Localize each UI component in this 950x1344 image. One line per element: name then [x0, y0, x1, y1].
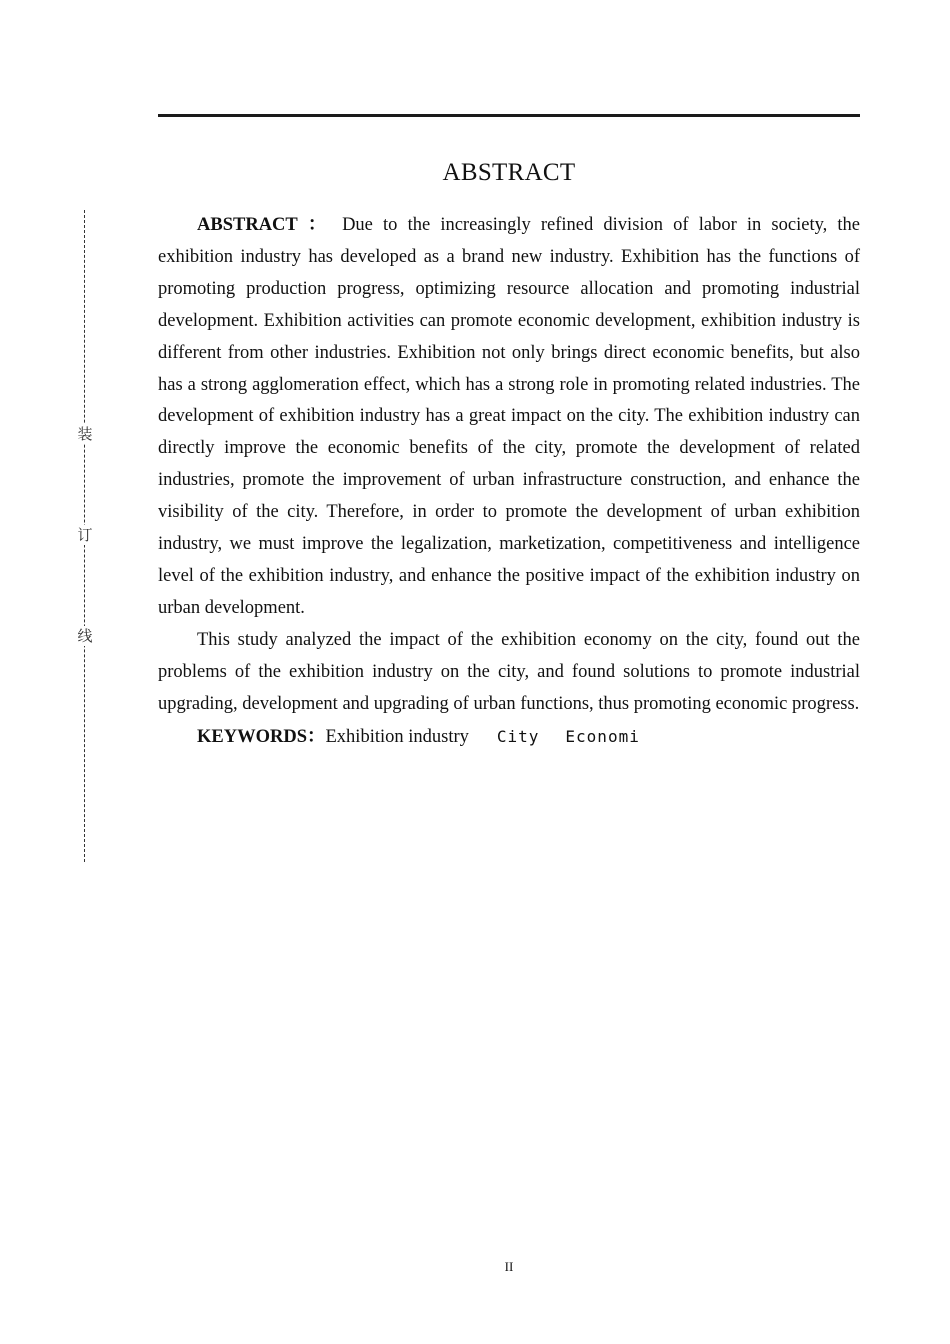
keywords-line: [158, 721, 860, 754]
abstract-paragraph-1: [158, 210, 860, 625]
keyword-item: Economi: [565, 726, 640, 746]
abstract-body: [158, 210, 860, 753]
page-title: ABSTRACT: [442, 159, 576, 186]
header-rule: [158, 114, 860, 117]
page-number: II: [504, 1259, 514, 1274]
binding-char-xian: 线: [74, 626, 96, 646]
binding-char-ding: 订: [74, 525, 96, 545]
keyword-item: Exhibition industry: [325, 726, 469, 747]
abstract-text-1: Due to the increasingly refined division of labor in society, the exhibition industry has developed as a brand new industry. Exhibition has the functions of promoting production progress, optimizing resource allocation and promoting industrial development. Exhibition activities can promote economic development, exhibition industry is different from other industries. Exhibition not only brings direct economic benefits, but also has a strong agglomeration effect, which has a strong role in promoting related industries. The development of exhibition industry has a great impact on the city. The exhibition industry can directly improve the economic benefits of the city, promote the development of related industries, promote the improvement of urban infrastructure construction, and enhance the visibility of the city. Therefore, in order to promote the development of urban exhibition industry, we must improve the legalization, marketization, competitiveness and intelligence level of the exhibition industry, and enhance the positive impact of the exhibition industry on urban development.: [158, 215, 861, 618]
abstract-label: ABSTRACT ：: [197, 215, 332, 235]
binding-char-zhuang: 装: [74, 424, 96, 444]
abstract-paragraph-2: This study analyzed the impact of the exhibition economy on the city, found out the problems of the exhibition industry on the city, and found solutions to promote industrial upgrading, development and upgrading of urban functions, thus promoting economic progress.: [158, 629, 860, 714]
keywords-label: KEYWORDS：: [197, 726, 326, 747]
keyword-item: City: [496, 726, 540, 746]
